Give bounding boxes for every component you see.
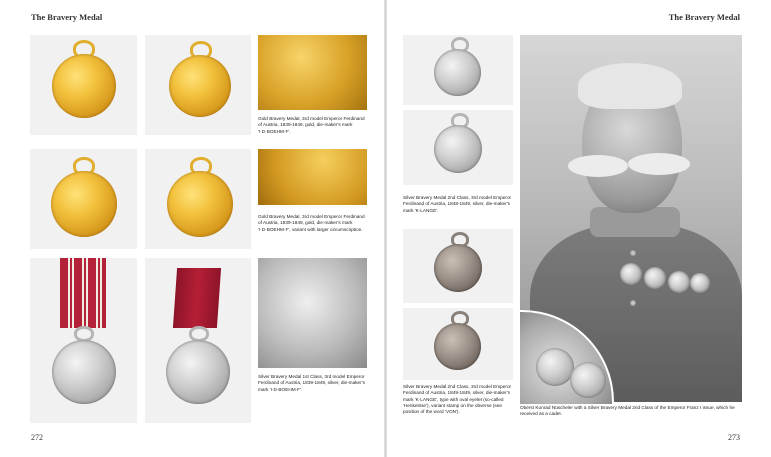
photo-silver-medal-ribbon-obverse — [30, 258, 137, 423]
page-number-left: 272 — [31, 433, 43, 442]
page-number-right: 273 — [728, 433, 740, 442]
photo-gold-detail-1 — [258, 35, 367, 110]
caption-gold-1: Gold Bravery Medal, 3rd model Emperor Ferdinand of Austria, 1839-1849, gold, die-maker's mark 'I·D·BOEHM·F'. — [258, 116, 365, 134]
photo-silver-2nd-reverse-1 — [403, 110, 513, 185]
running-head-right: The Bravery Medal — [668, 12, 740, 22]
photo-silver-2nd-obverse-1 — [403, 35, 513, 105]
book-gutter — [384, 0, 387, 457]
photo-gold-detail-2 — [258, 149, 367, 205]
caption-silver-1: Silver Bravery Medal 1st Class, 3rd model Emperor Ferdinand of Austria, 1839-1849, silver, die-maker's mark 'I·D·BOEHM·F'. — [258, 374, 365, 392]
caption-gold-2: Gold Bravery Medal, 3rd model Emperor Ferdinand of Austria, 1839-1849, gold, die-maker's mark 'I·D·BOEHM·F', variant with larger circumscription. — [258, 214, 365, 232]
photo-silver-detail-portrait — [258, 258, 367, 368]
photo-silver-medal-ribbon-reverse — [145, 258, 251, 423]
photo-silver-2nd-reverse-2 — [403, 308, 513, 380]
running-head-left: The Bravery Medal — [31, 12, 103, 22]
caption-silver-2: Silver Bravery Medal 2nd Class, 3rd model Emperor Ferdinand of Austria, 1848-1849, silver, die-maker's mark 'K·LANGE'. — [403, 195, 512, 213]
caption-silver-3: Silver Bravery Medal 2nd Class, 3rd model Emperor Ferdinand of Austria, 1849-1849, silver, die-maker's mark 'K·LANGE', type with oval eyelet (so-called 'Henkelöse'), variant stamp on the obverse (see position of the word 'VON'). — [403, 384, 512, 415]
photo-gold-medal-reverse-1 — [145, 35, 251, 135]
caption-portrait: Oberst Konrad Nüscheler with a Silver Bravery Medal 2nd Class of the Emperor Franz I issue, which he received as a cadet. — [520, 405, 735, 417]
photo-gold-medal-obverse-1 — [30, 35, 137, 135]
photo-silver-2nd-obverse-2 — [403, 229, 513, 303]
photo-gold-medal-reverse-2 — [145, 149, 251, 249]
photo-gold-medal-obverse-2 — [30, 149, 137, 249]
